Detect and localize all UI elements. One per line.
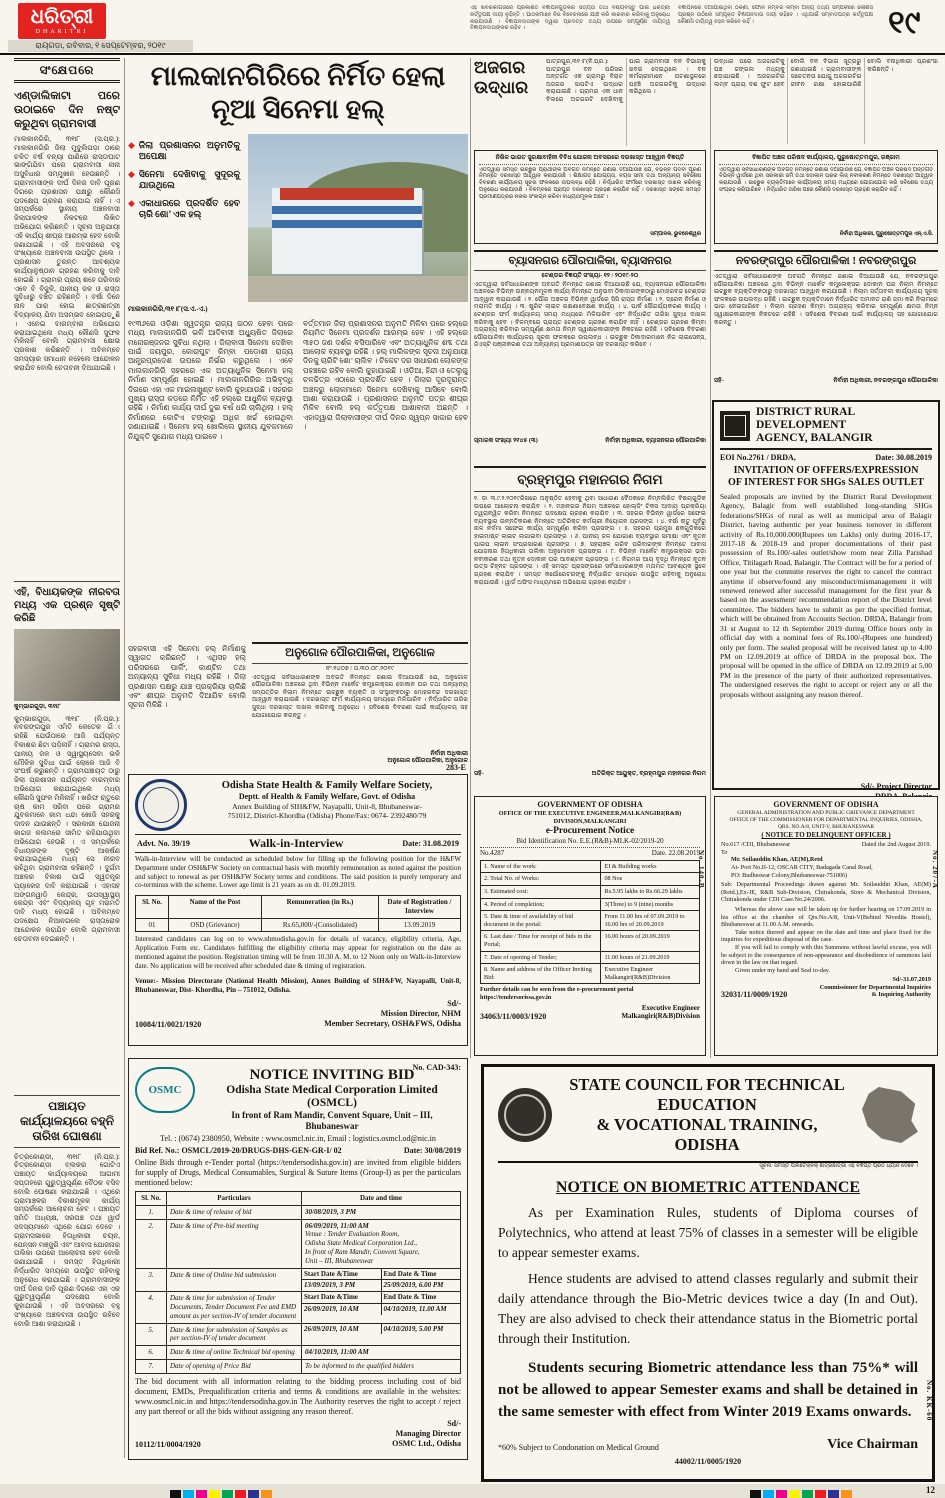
osmc-cell: 3. <box>136 1268 167 1292</box>
health-th-sl: Sl. No. <box>136 896 169 919</box>
delinquent-no: No.617 /CDI, Bhubaneswar <box>721 841 791 849</box>
color-registration-mark <box>841 1490 852 1498</box>
brahmapur-sign-role: ଅତିରିକ୍ତ ଆୟୁକ୍ତ <box>591 770 637 777</box>
anugol-title: ଅନୁଗୋଳ ପୌରପାଳିକା, ଅନୁଗୋଳ <box>252 644 468 664</box>
page-number: ୧୯ <box>888 4 921 40</box>
article-continuation: ସହରବାସୀ ଏହି ସିନେମା ହଲ୍ ନିର୍ମାଣକୁ ସ୍ୱାଗତ କରିଛନ୍ତି । ଏଥିସହ ହଲ୍ ପରିସରରେ ପାର୍କିଂ, କାଣ୍ଟିନ ତଥା ଅନ୍ୟାନ୍ୟ ସୁବିଧା ମଧ୍ୟ ରହିଛି । ଜିଲା ପ୍ରଶାସନ ପକ୍ଷରୁ ଯାଞ୍ଚ ପ୍ରକ୍ରିୟା ଚାଲିଛି ଏବଂ ଶୀଘ୍ର ଅନୁମତି ଦିଆଯିବ ବୋଲି ସୂଚନା ମିଳିଛି । <box>128 644 246 710</box>
osmc-subheader-end: End Date & Time <box>381 1292 461 1303</box>
brahmapur-title: ବ୍ରହ୍ମପୁର ମହାନଗର ନିଗମ <box>474 468 706 492</box>
recruitment-notice-title: ନିଖିଳ ଭାରତ ସୁରକ୍ଷାବାହିନୀ ବିବିଧ ଯୋଜନା ଅବସରରେ ଦରଖାସ୍ତ ଆହ୍ୱାନ ବିଜ୍ଞପ୍ତି <box>479 154 701 165</box>
osmc-footer: The bid document with all information relating to the bidding process including cost of bid document, EMDs, Prequalification criteria and terms & conditions are available in the websites: www.osmcl.nic.in and https://tendersodisha.gov.in The Authority reserves the right to accept / reject any part thereof or all the bids without assigning any reason thereof. <box>135 1376 461 1416</box>
briefs-headline: ଏଣ୍ଡାଲିକାଟା ପରେ ଉଠାଇବେ ଦିନ ନଷ୍ଟ କରୁଥିବା ଗ୍ରାମବାସୀ <box>14 90 120 130</box>
delinquent-to-addr1: At- Port No.II-12, OSCAR CITY, Badagada Canal Road, <box>731 863 873 871</box>
drda-title-line2: OF INTEREST FOR SHGs SALES OUTLET <box>728 477 924 488</box>
osmc-cell: Date & time of online Technical bid opening <box>167 1346 302 1360</box>
health-ref-no: 10084/11/0021/1920 <box>135 1020 202 1030</box>
eproc-key: 5. Date & time of availability of bid document in the portal: <box>481 911 601 931</box>
color-registration-mark <box>261 1490 272 1498</box>
osmc-row-6 <box>136 1346 461 1360</box>
drda-header-line1: DISTRICT RURAL DEVELOPMENT <box>756 406 855 431</box>
briefs-subhead-1: ଏହି, ବିଧାୟକଙ୍କ ନୀରବତା ମଧ୍ୟ ଏକ ପ୍ରଶ୍ନ ସୃଷ୍ଟି କରିଛି <box>14 581 120 625</box>
osmc-row-4 <box>136 1292 461 1323</box>
health-venue: Venue:- Mission Directorate (National Health Mission), Annex Building of SIH&FW, Nayapalli, Unit-8, Bhubaneswar, Dist- Khordha, Pin – 751012, Odisha. <box>135 977 461 995</box>
health-th-date: Date of Registration / Interview <box>379 896 461 919</box>
osmc-cell: 30/08/2019, 3 PM <box>302 1205 461 1219</box>
health-walkin-notice <box>128 774 468 1046</box>
health-signature <box>324 999 461 1029</box>
bullet-text: ଜିଲା ପ୍ରଶାସନର ଅନୁମତିକୁ ଅପେକ୍ଷା <box>138 140 240 161</box>
color-registration-mark <box>776 1490 787 1498</box>
delinquent-side-number: No. 207-A <box>931 850 939 889</box>
print-marks <box>170 1486 274 1498</box>
delinquent-para1: Whereas the above case will be taken up for further hearing on 17.09.2019 in his office at the chamber of Qrs.No.A/8, Unit-V(Behind Nivedita Hostel), Bhubaneswar at 11.00 A.M. onwards. <box>721 905 931 929</box>
brief-body: ପାତ୍ରପୁର,୩୧।୮(ନି.ପ୍ର.): ପାତ୍ରପୁର ବନ ପରିସର ଅନ୍ତର୍ଗତ ଏକ ଗ୍ରାମରୁ ବିରାଟ ଅଜଗର ସାପଟିଏ ଉଦ୍ଧାର କରାଯାଇଛି । ଗ୍ରାମର ଏକ ଧାନ ବିଲରେ ଅଜଗରଟି ଦେଖିବାକୁ ପାଇ ଗ୍ରାମବାସୀ ବନ ବିଭାଗକୁ ଖବର ଦେଇଥିଲେ । ବନ କର୍ମଚାରୀମାନେ ଘଟଣାସ୍ଥଳରେ ପହଞ୍ଚି ଅଜଗରଟିକୁ ଉଦ୍ଧାର କରିଥିଲେ । <box>546 58 706 103</box>
nabarangpur-title: ନବରଙ୍ଗପୁର ପୌରପାଳିକା ! ନବରଙ୍ଗପୁର <box>714 252 938 271</box>
anugol-sign-org: ଅନୁଗୋଳ ପୌରପାଳିକା, ଅନୁଗୋଳ <box>387 757 468 765</box>
osmc-row-7 <box>136 1359 461 1373</box>
byasanagar-body: ଏତଦ୍ଦ୍ୱାରା ସର୍ବସାଧାରଣଙ୍କ ଅବଗତି ନିମନ୍ତେ ଜଣାଇ ଦିଆଯାଉଛି ଯେ, ବ୍ୟାସନଗର ପୌରପାଳିକା ଅଞ୍ଚଳରେ ବିଭିନ୍ନ ଉନ୍ନୟନମୂଳକ କାର୍ଯ୍ୟ ନିମନ୍ତେ ଅନୁଭବୀ ଠିକାଦାରଙ୍କଠାରୁ ମୋହରବନ୍ଦ ଟେଣ୍ଡର ଆହ୍ୱାନ କରାଯାଉଛି । ୧. ପୌର ଅଞ୍ଚଳର ବିଭିନ୍ନ ୱାର୍ଡରେ ସିସି ରାସ୍ତା ନିର୍ମାଣ । ୨. ଡ୍ରେନ ନିର୍ମାଣ ଓ ମରାମତି କାର୍ଯ୍ୟ । ୩. ଷ୍ଟ୍ରିଟ ଲାଇଟ ରକ୍ଷଣାବେକ୍ଷଣ କାର୍ଯ୍ୟ । ୪. ପାର୍କ ସୌନ୍ଦର୍ଯ୍ୟକରଣ କାର୍ଯ୍ୟ । ଟେଣ୍ଡର ଫର୍ମ କାର୍ଯ୍ୟାଳୟ ସମୟ ମଧ୍ୟରେ ମିଳିପାରିବ ଏବଂ ନିର୍ଦ୍ଧାରିତ ତାରିଖ ସୁଦ୍ଧା ଦାଖଲ କରିବାକୁ ହେବ । ବିଳମ୍ବରେ ପ୍ରାପ୍ତ ଟେଣ୍ଡର ଗ୍ରହଣ କରାଯିବ ନାହିଁ । ଟେଣ୍ଡର ଗ୍ରହଣ କିମ୍ବା ଅଗ୍ରାହ୍ୟ କରିବାର ସମ୍ପୂର୍ଣ୍ଣ କ୍ଷମତା ନିମ୍ନ ସ୍ୱାକ୍ଷରକାରୀଙ୍କ ନିକଟରେ ରହିଛି । ସବିଶେଷ ବିବରଣୀ ପୌରପାଳିକା କାର୍ଯ୍ୟାଳୟ ସୂଚନା ଫଳକରେ ଉପଲବ୍ଧ । ଇଚ୍ଛୁକ ଠିକାଦାରମାନେ ନିଜ ଲାଇସେନ୍ସ, ଜିଏସ୍‌ଟି ପଞ୍ଜୀକରଣ ତଥା ଅନ୍ୟାନ୍ୟ ପ୍ରମାଣପତ୍ର ସହ ଦରଖାସ୍ତ କରିବେ । <box>474 280 706 349</box>
cinema-hall-photo <box>248 134 468 302</box>
eproc-key: 3. Estimated cost: <box>481 885 601 898</box>
byasanagar-sign-role: ନିର୍ବାହୀ ଅଧିକାରୀ <box>605 436 643 444</box>
byasanagar-sign-right: ନିର୍ବାହୀ ଅଧିକାରୀ, ବ୍ୟାସନଗର ପୌରପାଳିକା <box>605 436 706 444</box>
osmc-title: NOTICE INVITING BID <box>249 1067 415 1083</box>
eproc-key: 7. Date of opening of Tender; <box>481 951 601 964</box>
osmc-intro: Online Bids through e-Tender portal (https://tendersodisha.gov.in) are invited from eligible bidders for supply of Drugs, Medical Consumables, Surgical & Suture Items (Group-I) as per the particulars mentioned below: <box>135 1158 461 1187</box>
eproc-no: No.4287 <box>480 848 505 857</box>
recruitment-notice-sign: ସମ୍ପାଦକ, ଭୁବନେଶ୍ୱର <box>650 230 701 237</box>
health-advt-no: Advt. No. 39/19 <box>137 838 190 848</box>
nac-notice-sign: ନିର୍ବାହୀ ଅଧିକାରୀ, ପୁରୁଷୋତ୍ତମପୁର ଏନ୍.ଏ.ସି. <box>839 230 933 237</box>
osmc-row-1 <box>136 1205 461 1219</box>
biometric-ref-no: 44002/11/0005/1920 <box>674 1457 742 1466</box>
brahmapur-body: ୧. ଡ଼ା ୩.୯.୨.୨୦୧୯ରିଖରେ ଅନୁଷ୍ଠିତ ହେବାକୁ ଥିବା ସାଧାରଣ ବୈଠକରେ ନିମ୍ନଲିଖିତ ବିଷୟଗୁଡ଼ିକ ଉପରେ ଆଲୋଚନା କରାଯିବ । ୨. ମହାନଗର ନିଗମ ଅଞ୍ଚଳରେ ହୋଲ୍ଡିଂ ଟିକସ ଆଦାୟ ପ୍ରକ୍ରିୟା ତ୍ୱରାନ୍ୱିତ କରିବା ନିମନ୍ତେ ପଦକ୍ଷେପ ଗ୍ରହଣ କରାଯିବ । ୩. ସହରର ବିଭିନ୍ନ ୱାର୍ଡରେ ସଫେଇ ବ୍ୟବସ୍ଥାର ଉନ୍ନତିକରଣ ନିମନ୍ତେ ଅତିରିକ୍ତ କର୍ମଚାରୀ ନିୟୋଜନ ପ୍ରସଙ୍ଗ । ୪. ବର୍ଷା ଋତୁ ପୂର୍ବରୁ ନାଳ ନର୍ଦମା ସଫେଇ କାର୍ଯ୍ୟ ସମ୍ପୂର୍ଣ୍ଣ କରିବା ପ୍ରସଙ୍ଗ । ୫. ସହରର ପ୍ରମୁଖ ଛକଗୁଡ଼ିକରେ ହାଇମାଷ୍ଟ ଲାଇଟ ଲଗାଇବା ପ୍ରସଙ୍ଗ । ୬. ପାନୀୟ ଜଳ ଯୋଗାଣ ବ୍ୟବସ୍ଥାର ସମୀକ୍ଷା ଏବଂ ନୂତନ ପାଇପ ଲାଇନ ସଂପ୍ରସାରଣ ପ୍ରସଙ୍ଗ । ୭. ସହରାଞ୍ଚଳ ଗରିବ ପରିବାରଙ୍କ ନିମନ୍ତେ ଆବାସ ଯୋଜନାର ହିତାଧିକାରୀ ତାଲିକା ଅନୁମୋଦନ ପ୍ରସଙ୍ଗ । ୮. ବିଭିନ୍ନ ମାର୍କେଟ କମ୍ପ୍ଲେକ୍ସର ଭଡ଼ା ନବୀକରଣ ତଥା ନୂତନ ଦୋକାନ ଘର ଆବଣ୍ଟନ ପ୍ରସଙ୍ଗ । ୯. ନିଗମର ଆୟ ବୃଦ୍ଧି ନିମନ୍ତେ ନୂତନ ଉତ୍ସ ଚିହ୍ନଟ ପ୍ରସଙ୍ଗ । ଏହି ସମସ୍ତ ପ୍ରସଙ୍ଗରେ ସର୍ବସାଧାରଣଙ୍କ ମତାମତ ଆବଶ୍ୟକ ସ୍ଥଳେ ଗ୍ରହଣ କରାଯିବ । ସମସ୍ତ କର୍ପୋରେଟରଙ୍କୁ ନିର୍ଦ୍ଧାରିତ ସମୟରେ ଉପସ୍ଥିତ ରହିବାକୁ ଅନୁରୋଧ କରାଯାଉଛି । ୱାର୍ଡ ଅଫିସ ମାଧ୍ୟମରେ ଅଭିଯୋଗ ଗ୍ରହଣ କରାଯିବ । <box>474 495 706 586</box>
anugol-ref: ନଂ.୧୪୦୭ / ତା.୩୦.୦୮.୨୦୧୯ <box>325 665 395 672</box>
newspaper-logo <box>18 3 106 39</box>
osmc-sign-role: Managing Director <box>395 1428 461 1438</box>
osmc-corner-ref: No. CAD-343: <box>412 1063 461 1072</box>
health-body: Interested candidates can log on to www.nhmodisha.gov.in for details of vacancy, eligibility criteria, Age, Application Form etc. Candidates fulfilling the eligibility criteria may appear for registration on the date as mentioned against the position. Registration timing will be from 10.30 A. M. to 12 Noon only on Walk-in-Interview date. No application will be received after scheduled date & timing of registration. <box>135 935 461 970</box>
osmc-cell: 26/09/2019, 10 AM <box>304 1324 359 1333</box>
column-rule-2 <box>470 58 471 1058</box>
bottom-page-number: 12 <box>926 1485 935 1495</box>
osmc-row-3 <box>136 1268 461 1292</box>
color-registration-mark <box>222 1490 233 1498</box>
article-column-1: ୧୯୩୬ରେ ଓଡ଼ିଶା ସ୍ୱତନ୍ତ୍ର ରାଜ୍ୟ ଗଠନ ହେବା ପରେ ମଧ୍ୟ ମାଲକାନଗିରି ଭଳି ଆଦିବାସୀ ଅଧ୍ୟୁଷିତ ଜିଲାରେ ମନୋରଞ୍ଜନର ସୁବିଧା ନଥିଲା । ଜିଲାବାସୀ ସିନେମା ଦେଖିବା ପାଇଁ ଜୟପୁର, କୋରାପୁଟ କିମ୍ବା ପଡ଼ୋଶୀ ରାଜ୍ୟ ଆନ୍ଧ୍ରପ୍ରଦେଶ ଉପରେ ନିର୍ଭର କରୁଥିଲେ । ଏବେ ମାଲକାନଗିରି ସହରରେ ଏକ ଅତ୍ୟାଧୁନିକ ସିନେମା ହଲ୍ ନିର୍ମାଣ ସମ୍ପୂର୍ଣ୍ଣ ହୋଇଛି । ମାଲକାନଗିରିର ଅଭିବୃଦ୍ଧି ଦିଗରେ ଏହା ଏକ ମାଇଲଖୁଣ୍ଟ ବୋଲି କୁହାଯାଉଛି । ସହରର ମୁଖ୍ୟ ରାସ୍ତା କଡ଼ରେ ନିର୍ମିତ ଏହି ହଲ୍‌ରେ ଆଧୁନିକ ବ୍ୟବସ୍ଥା ରହିଛି । ନିର୍ମାଣ କାର୍ଯ୍ୟ ଦୀର୍ଘ ଦୁଇ ବର୍ଷ ଧରି ଚାଲିଥିଲା । ହଲ୍ ନିର୍ମାଣରେ କୋଟିଏ ଟଙ୍କାରୁ ଅଧିକ ଖର୍ଚ୍ଚ ହୋଇଥିବା ଜଣାଯାଇଛି । ସିନେମା ହଲ୍ ଖୋଲିଲେ ସ୍ଥାନୀୟ ଯୁବକମାନେ ନିଯୁକ୍ତି ସୁଯୋଗ ମଧ୍ୟ ପାଇବେ । <box>128 318 293 441</box>
health-table-row <box>136 918 461 932</box>
bullet-text: ଏକାଧାରରେ ପ୍ରଦର୍ଶିତ ହେବ ଚାରି ଶୋ’ ଏକ ହଲ୍ <box>138 198 240 219</box>
drda-eoi-no: EOI No.2761 / DRDA, <box>720 453 796 462</box>
anugol-body: ଏତଦ୍ଦ୍ୱାରା ସର୍ବସାଧାରଣଙ୍କ ଅବଗତି ନିମନ୍ତେ ଜଣାଇ ଦିଆଯାଉଛି ଯେ, ଅନୁଗୋଳ ପୌରପାଳିକା ଅଞ୍ଚଳରେ ଥିବା ବିଭିନ୍ନ ମାର୍କେଟ କମ୍ପ୍ଲେକ୍ସର ଦୋକାନ ଘର ତଥା ଅନ୍ୟାନ୍ୟ ସମ୍ପତ୍ତିର ନିଲାମ ନିମନ୍ତେ ଇଚ୍ଛୁକ ବ୍ୟକ୍ତି ଓ ସଂସ୍ଥାଙ୍କଠାରୁ ମୋହରବନ୍ଦ ଦରଖାସ୍ତ ଆହ୍ୱାନ କରାଯାଉଛି । ଦରଖାସ୍ତ ଫର୍ମ କାର୍ଯ୍ୟାଳୟ ସମୟରେ ମିଳିପାରିବ । ନିର୍ଦ୍ଧାରିତ ତାରିଖ ସୁଦ୍ଧା ଦରଖାସ୍ତ ଦାଖଲ କରିବାକୁ ଅନୁରୋଧ । ସବିଶେଷ ବିବରଣୀ ପାଇଁ କାର୍ଯ୍ୟାଳୟ ସହ ଯୋଗାଯୋଗ କରନ୍ତୁ । <box>252 673 468 719</box>
osmc-row-5 <box>136 1323 461 1346</box>
brahmapur-sign-org: ବ୍ରହ୍ମପୁର ମହାନଗର ନିଗମ <box>639 770 706 777</box>
nac-notice-title: ବିଜ୍ଞାପିତ ଅଞ୍ଚଳ ପରିଷଦ କାର୍ଯ୍ୟାଳୟ, ପୁରୁଷୋତ୍ତମପୁର, ଗଞ୍ଜାମ <box>719 154 933 165</box>
briefs-paragraph-2: କୁମ୍ଭାରଗୁଡ଼ା, ୩୧ା୮ (ନି.ପ୍ର.): ନବରଙ୍ଗପୁର ଏମିତି କେତେକ ଗଁା ରହିଛି ଯେଉଁଠାରେ ଆଜି ପର୍ଯ୍ୟନ୍ତ ବିକାଶର ଛିଟା ପଡ଼ିନାହିଁ । ଗ୍ରାମର ରାସ୍ତା, ପାନୀୟ ଜଳ ଓ ସ୍ୱାସ୍ଥ୍ୟସେବା ଭଳି ମୌଳିକ ସୁବିଧା ପାଇଁ ଲୋକେ ଆଜି ବି ସଂଘର୍ଷ କରୁଛନ୍ତି । ଗ୍ରାମପଞ୍ଚାୟତ ଠାରୁ ଜିଲା ପ୍ରଶାସନ ପର୍ଯ୍ୟନ୍ତ ବାରମ୍ବାର ଅଭିଯୋଗ କରାଯାଇଥିଲେ ମଧ୍ୟ କୌଣସି ସୁଫଳ ମିଳିନାହିଁ । ଖରିଫ ଋତୁରେ ଚାଷ କାମ ସରିବା ପରେ ଗ୍ରାମର ଯୁବକମାନେ କାମ ଧନ୍ଦା ଖୋଜି ସହରକୁ ଦାଦନ ଯାଉଛନ୍ତି । ସରକାରୀ ଯୋଜନା କାଗଜ କଲମରେ ସୀମିତ ରହିଯାଉଥିବା ଅଭିଯୋଗ ହେଉଛି । ଏ ସମ୍ପର୍କରେ ବିଧାୟକଙ୍କ ଦୃଷ୍ଟି ଆକର୍ଷଣ କରାଯାଇଥିଲେ ମଧ୍ୟ ସେ ନୀରବ ରହିଥିବା ଗ୍ରାମବାସୀ କହିଛନ୍ତି । ଦୁର୍ଗମ ଅଞ୍ଚଳର ବିକାଶ ପାଇଁ ସ୍ୱତନ୍ତ୍ର ପ୍ୟାକେଜ ଦାବି କରାଯାଇଛି । ଏହାସହ ଅଙ୍ଗନୱାଡ଼ି କେନ୍ଦ୍ର, ଉପସ୍ୱାସ୍ଥ୍ୟ କେନ୍ଦ୍ର ଏବଂ ବିଦ୍ୟାଳୟ ଗୃହ ମରାମତି ଦାବି ମଧ୍ୟ ହୋଇଛି । ଅବିଳମ୍ବେ ପଦକ୍ଷେପ ନିଆନଗଲେ ରାସ୍ତାରୋକ ଆନ୍ଦୋଳନ କରାଯିବ ବୋଲି ଗ୍ରାମବାସୀ ଚେତାବନୀ ଦେଇଛନ୍ତି । <box>14 714 120 943</box>
osmc-cell: Date & time of release of bid <box>167 1205 302 1219</box>
eproc-value: Executive Engineer Malkangiri(R&B)Division <box>601 964 700 984</box>
osmc-row-2 <box>136 1219 461 1268</box>
brahmapur-sign-right: ଅତିରିକ୍ତ ଆୟୁକ୍ତ, ବ୍ରହ୍ମପୁର ମହାନଗର ନିଗମ <box>591 770 706 777</box>
eproc-govt: GOVERNMENT OF ODISHA <box>537 800 643 809</box>
delinquent-govt: GOVERNMENT OF ODISHA <box>773 800 879 809</box>
eproc-value: 16.00 hours of 20.09.2019 <box>601 931 700 951</box>
eproc-signature <box>621 1004 700 1022</box>
article-bullets <box>128 134 240 302</box>
color-registration-mark <box>750 1490 761 1498</box>
osmc-address-line2: Bhubaneswar <box>305 1121 359 1131</box>
health-cell-post: OSD (Grievance) <box>169 918 262 932</box>
delinquent-dept-line3: QRS. NO.A/8, UNIT-V, BHUBANESWAR <box>777 823 875 830</box>
color-registration-mark <box>170 1490 181 1498</box>
briefs-subhead-2: ପଞ୍ଚାୟତ କାର୍ଯ୍ୟାଳୟରେ ବହ୍ନି ତାରିଖ ଘୋଷଣା <box>14 1095 120 1148</box>
health-th-post: Name of the Post <box>169 896 262 919</box>
drda-sign-role: Sd/- Project Director <box>860 782 932 791</box>
health-date: Date: 31.08.2019 <box>402 838 459 848</box>
osmc-cell: 6. <box>136 1346 167 1360</box>
byasanagar-municipality-notice <box>474 250 706 462</box>
delinquent-signature <box>820 976 931 999</box>
osmc-contact: Tel. : (0674) 2380950, Website : www.osmcl.nic.in, Email : logistics.osmcl.od@nic.in <box>160 1134 436 1143</box>
column-rule-1 <box>124 58 125 1458</box>
recruitment-notice <box>474 150 706 244</box>
article-headline-line1: ମାଲକାନଗିରିରେ ନିର୍ମିତ ହେଲା <box>150 61 446 91</box>
delinquent-sign-role1: Commissioner for Departmental Inquiries <box>819 983 931 991</box>
osmc-bid-ref: Bid Ref. No.: OSMCL/2019-20/DRUGS-DHS-GEN-GR-I/ 02 <box>135 1146 342 1155</box>
health-org-line3: Annex Building of SIH&FW, Nayapalli, Unit-8, Bhubaneswar- <box>232 802 422 811</box>
health-th-remuneration: Remuneration (in Rs.) <box>262 896 379 919</box>
osmc-cell: 06/09/2019, 11:00 AM <box>305 1221 369 1230</box>
health-table <box>135 895 461 932</box>
eproc-date: Date. 22.08.2019 <box>651 848 700 857</box>
article-column-2: ବର୍ତ୍ତମାନ ଜିଲା ପ୍ରଶାସନର ଅନୁମତି ମିଳିବା ପରେ ହଲ୍‌ରେ ନିୟମିତ ସିନେମା ପ୍ରଦର୍ଶନ ଆରମ୍ଭ ହେବ । ଏହି ହଲ୍‌ରେ ୩୫୦ ଜଣ ଦର୍ଶକ ବସିପାରିବେ ଏବଂ ଅତ୍ୟାଧୁନିକ ଶବ୍ଦ ତଥା ଆଲୋକ ବ୍ୟବସ୍ଥା ରହିଛି । ହଲ୍ ମାଲିକଙ୍କ ସୂଚନା ଅନୁଯାୟୀ ଦିନକୁ ଚାରିଟି ଶୋ’ ଚାଲିବ । ଟିକେଟ ଦର ସାଧାରଣ ଲୋକଙ୍କ ପହଞ୍ଚରେ ରହିବ ବୋଲି କୁହାଯାଇଛି । ଓଡ଼ିଆ, ହିନ୍ଦୀ ଓ ତେଲୁଗୁ ଚଳଚ୍ଚିତ୍ର ଏଠାରେ ପ୍ରଦର୍ଶିତ ହେବ । ଜିଲାର ଦୂରଦୂରାନ୍ତ ଅଞ୍ଚଳରୁ ଲୋକମାନେ ସିନେମା ଦେଖିବାକୁ ଆସିବେ ବୋଲି ଆଶା କରାଯାଉଛି । ପ୍ରଶାସନର ଅନୁମତି ପତ୍ର ଶୀଘ୍ର ମିଳିବ ବୋଲି ହଲ୍ କର୍ତ୍ତୃପକ୍ଷ ଆଶାବାଦୀ ଅଛନ୍ତି । ଏହାଦ୍ୱାରା ଜିଲାବାସୀଙ୍କ ଦୀର୍ଘ ଦିନର ସ୍ୱପ୍ନ ସାକାର ହେବ । <box>303 318 468 432</box>
eproc-side-number: No. 140-B <box>697 850 705 889</box>
osmc-cell: Odisha State Medical Corporation Ltd., <box>305 1239 417 1248</box>
osmc-cell: Date of opening of Price Bid <box>167 1359 302 1373</box>
nabarangpur-municipality-notice <box>714 250 938 398</box>
nabarangpur-sign-org: ନବରଙ୍ଗପୁର ପୌରପାଳିକା <box>873 377 938 384</box>
briefs-column <box>14 58 120 1478</box>
briefs-section-header: ସଂକ୍ଷେପରେ <box>14 58 120 83</box>
color-registration-mark <box>802 1490 813 1498</box>
osmc-org: Odisha State Medical Corporation Limited (OSMCL) <box>226 1084 438 1109</box>
delinquent-dept-line1: GENERAL ADMINISTRATION AND PUBLIC GRIEVANCE DEPARTMENT <box>737 810 915 816</box>
color-registration-mark <box>763 1490 774 1498</box>
health-corner-ref: 283-E <box>446 763 466 772</box>
masthead <box>0 0 945 55</box>
article-headline-line2: ନୂଆ ସିନେମା ହଲ୍ <box>211 94 385 124</box>
osmc-cell: 4. <box>136 1292 167 1323</box>
eproc-row <box>481 964 700 984</box>
biometric-para1: As per Examination Rules, students of Diploma courses of Polytechnics, who attend at least 75% of classes in a semester will be eligible to appear semester exams. <box>498 1205 918 1260</box>
osmc-subheader-start: Start Date &Time <box>304 1293 358 1302</box>
health-org-line1: Odisha State Health & Family Welfare Society, <box>221 780 433 791</box>
color-registration-mark <box>828 1490 839 1498</box>
health-cell-remuneration: Rs.65,000/-(Consolidated) <box>262 918 379 932</box>
drda-date: Date: 30.08.2019 <box>875 453 932 462</box>
color-registration-mark <box>815 1490 826 1498</box>
eproc-value: From 11.00 hrs of 07.09.2019 to 16.00 hrs of 20.09.2019 <box>601 911 700 931</box>
diamond-bullet-icon: ◆ <box>128 169 135 179</box>
osmc-cell: 13/09/2019, 3 PM <box>304 1281 356 1290</box>
delinquent-title: ( NOTICE TO DELINQUENT OFFICER ) <box>761 831 891 840</box>
osmc-cell: Venue : Tender Evaluation Room, <box>305 1230 400 1239</box>
delinquent-officer-notice <box>714 796 938 1056</box>
health-sign-role1: Mission Director, NHM <box>380 1009 461 1019</box>
osmc-cell: To be informed to the qualified bidders <box>302 1359 461 1373</box>
osmc-sign-org: OSMC Ltd., Odisha <box>392 1438 461 1448</box>
eproc-sign-role: Executive Engineer <box>641 1003 700 1012</box>
eproc-key: 4. Period of completion; <box>481 898 601 911</box>
council-emblem <box>498 1088 552 1142</box>
python-rescue-brief <box>474 58 706 146</box>
biometric-para2: Hence students are advised to attend classes regularly and submit their daily attendance through the Bio-Metric devices twice a day (In and Out). They are also advised to check their attendance status in the Biometric portal through their Institution. <box>498 1271 918 1346</box>
osmc-cell: 7. <box>136 1359 167 1373</box>
delinquent-to-addr2: PO: Budheswar Colony,Bhubaneswar-751006) <box>731 871 848 879</box>
council-title-line1: STATE COUNCIL FOR TECHNICAL EDUCATION <box>569 1075 845 1114</box>
eproc-row <box>481 860 700 873</box>
briefs-paragraph-3: ଚିତ୍ରକୋଣ୍ଡା, ୩୧ା୮ (ନି.ପ୍ର.): ଚିତ୍ରକୋଣ୍ଡା ବ୍ଲକର ଗୋଟିଏ ପଞ୍ଚାୟତ କାର୍ଯ୍ୟାଳୟରେ ଆଗାମୀ ସପ୍ତାହରେ ଗୁରୁତ୍ୱପୂର୍ଣ୍ଣ ବୈଠକ ବସିବ ବୋଲି ଘୋଷଣା କରାଯାଇଛି । ଏଥିରେ ଗ୍ରାମାଞ୍ଚଳର ବିକାଶମୂଳକ କାର୍ଯ୍ୟ ସମ୍ପର୍କରେ ଆଲୋଚନା ହେବ । ପଞ୍ଚାୟତ ସମିତି ଅଧ୍ୟକ୍ଷ, ସରପଞ୍ଚ ତଥା ୱାର୍ଡ ସଦସ୍ୟମାନେ ଏଥିରେ ଯୋଗ ଦେବେ । ଗ୍ରାମସଭାରେ ହିତାଧିକାରୀ ଚୟନ, ପେନ୍‌ସନ ମଞ୍ଜୁରି ଏବଂ ଆବାସ ଯୋଜନାର ତାଲିକା ଉପରେ ଆଲୋଚନା ହେବ ବୋଲି ଜଣାଯାଇଛି । ସମସ୍ତ ହିତାଧିକାରୀ ନିର୍ଦ୍ଧାରିତ ସମୟରେ ଉପସ୍ଥିତ ରହିବାକୁ ଅନୁରୋଧ କରାଯାଇଛି । ଗ୍ରାମବାସୀଙ୍କ ଦୀର୍ଘ ଦିନର ଦାବି ପୂରଣ ଦିଗରେ ଏହା ଏକ ଗୁରୁତ୍ୱପୂର୍ଣ୍ଣ ପଦକ୍ଷେପ ବୋଲି କୁହାଯାଉଛି । ଏହି ଅବସରରେ ବହୁ ସଂଖ୍ୟାରେ ଅଞ୍ଚଳବାସୀ ଉପସ୍ଥିତ ରହିବେ ବୋଲି ଆଶା କରାଯାଉଛି । <box>14 1152 120 1328</box>
osmc-cell: 04/10/2019, 11.00 AM <box>381 1304 461 1315</box>
osmc-cell: Date & time of Online bid submission <box>167 1268 302 1292</box>
biometric-footnote: *60% Subject to Condonation on Medical Ground <box>498 1443 659 1452</box>
biometric-side-number: No. KK-60 <box>925 1380 933 1422</box>
health-sd: Sd/- <box>447 999 461 1009</box>
osmc-cell: Date & time of Pre-bid meeting <box>167 1219 302 1268</box>
biometric-notice <box>481 1064 935 1482</box>
osmc-cell: 25/09/2019, 6.00 PM <box>381 1280 461 1291</box>
bullet-text: ସିନେମା ଦେଖିବାକୁ ସୁଦୂରକୁ ଯାଉଥିଲେ <box>138 169 240 190</box>
health-org-line2: Deptt. of Health & Family Welfare, Govt. of Odisha <box>238 792 416 801</box>
masthead-dateline: ରାୟଗଡ଼ା, ରବିବାର, ୧ ସେପ୍ଟେମ୍ବର, ୨୦୧୯ <box>8 40 193 52</box>
bullet-item <box>128 169 240 191</box>
print-marks <box>750 1486 854 1498</box>
drda-title-line1: INVITATION OF OFFERS/EXPRESSION <box>733 465 919 476</box>
column-rule-3 <box>710 58 711 1058</box>
eproc-value: EI & Building works <box>601 860 700 873</box>
health-walkin-title: Walk-in-Interview <box>248 836 344 850</box>
eproc-key: 6. Last date / Time for receipt of bids in the Portal; <box>481 931 601 951</box>
nabarangpur-sign-right: ନିର୍ବାହୀ ଅଧିକାରୀ, ନବରଙ୍ଗପୁର ପୌରପାଳିକା <box>833 377 938 384</box>
briefs-photo <box>14 629 120 701</box>
briefs-photo-caption: କୁମ୍ଭାରଗୁଡ଼ା, ୩୧ା୮ <box>14 703 61 710</box>
biometric-sign: Vice Chairman <box>827 1437 918 1452</box>
main-article <box>128 60 468 640</box>
biometric-para3: Students securing Biometric attendance less than 75%* will not be allowed to appear Semester exams and shall be detained in the same semester with effect from Winter 2019 Exams onwards. <box>498 1360 918 1420</box>
health-cell-sl: 01 <box>136 918 169 932</box>
delinquent-sign-role2: & Inquiring Authority <box>871 991 931 999</box>
osmc-sd: Sd/- <box>447 1418 461 1428</box>
osmc-cell: 04/10/2019, 11:00 AM <box>302 1346 461 1360</box>
osmc-signature <box>392 1419 461 1449</box>
recruitment-notice-body: ଏତଦ୍ଦ୍ୱାରା ସମସ୍ତ ଇଚ୍ଛୁକ ପ୍ରାର୍ଥୀଙ୍କ ଅବଗତି ନିମନ୍ତେ ଜଣାଇ ଦିଆଯାଉଛି ଯେ, ବିଭିନ୍ନ ପଦବୀ ପୂରଣ ନିମନ୍ତେ ଦରଖାସ୍ତ ଆହ୍ୱାନ କରାଯାଉଛି । ଶିକ୍ଷାଗତ ଯୋଗ୍ୟତା, ବୟସ ସୀମା ତଥା ଅନ୍ୟାନ୍ୟ ସବିଶେଷ ବିବରଣୀ କାର୍ଯ୍ୟାଳୟ ସୂଚନା ଫଳକରେ ଉପଲବ୍ଧ ରହିଛି । ନିର୍ଦ୍ଧାରିତ ଫର୍ମରେ ଦରଖାସ୍ତ ଦାଖଲ କରିବାକୁ ଅନୁରୋଧ କରାଯାଉଛି । ବିଳମ୍ବରେ ପ୍ରାପ୍ତ ଦରଖାସ୍ତ ଗ୍ରହଣ କରାଯିବ ନାହିଁ । ଦରଖାସ୍ତ ସଙ୍ଗେ ସମସ୍ତ ପ୍ରମାଣପତ୍ରର ନକଲ ସଂଲଗ୍ନ କରିବା ବାଧ୍ୟତାମୂଳକ ଅଟେ । <box>479 166 701 200</box>
osmc-table <box>135 1191 461 1374</box>
drda-logo <box>720 411 750 441</box>
drda-header-line2: AGENCY, BALANGIR <box>756 432 873 444</box>
python-rescue-continued: ଉଦ୍ଧାର ପରେ ଅଜଗରଟିକୁ ଘଞ୍ଚ ଜଙ୍ଗଲ ମଧ୍ୟକୁ ଛଡ଼ାଯାଇଛି । ଅଜଗରଟିର ଲମ୍ବ ପ୍ରାୟ ଦଶ ଫୁଟ ହେବ ବୋଲି ବନ ବିଭାଗ ସୂତ୍ରରୁ ଜଣାଯାଇଛି । ଗ୍ରାମବାସୀଙ୍କ ସଚେତନତା ଯୋଗୁ ଅଜଗରଟିର ଜୀବନ ରକ୍ଷା ହୋଇପାରିଛି ବୋଲି ବନାଧିକାରୀ ପ୍ରଶଂସା କରିଛନ୍ତି । <box>714 58 938 88</box>
drda-body: Sealed proposals are invited by the District Rural Development Agency, Balagir from well established long-standing SHGs federations/SHGs of rural as well as municipal area of Balagir District, having authentic per year business tornover in different activity of Rs.10,000.000(Rupees ten Lakhs) only during 2016-17, 2017-18 & 2018-19 and proper documentations of their past possession of Rs.100/-sales outlet/show room near Zilla Parishad Office, Titilagarh Road, Balangir. The Contract will be for a period of one year but the committe reserves the right to cancel the contract anytime if observe/found any misconduct/mismanagement it will renewed renewed after successful management for the first year & based on the assessment/ recommendation report of the District level committee. The bidders have to submit as per the specified format, which will be obtained from Accounts Section. DRDA, Balangir from 31 st August to 12 th September 2019 during Office hours only in official day with a nominal fees of Rs.100/-(Rupees one hundred) only per form. The sealed proposal will be received latest up to 4.00 PM on 12.09.2019 at office of DRDA in the proposal box. The proposal will be opened in the office of DRDA on 12.09.2019 at 5.00 PM in the presence of the party of their authorized representatives. The undersigned reserves the right to accept or reject any or all the proposals without assigning any reason thereof. <box>720 492 932 699</box>
delinquent-ref-no: 32031/11/0009/1920 <box>721 990 788 1000</box>
nhm-logo <box>135 779 187 831</box>
osmc-logo: OSMC <box>135 1067 195 1113</box>
nabarangpur-body: ଏତଦ୍ଦ୍ୱାରା ସର୍ବସାଧାରଣଙ୍କ ଅବଗତି ନିମନ୍ତେ ଜଣାଇ ଦିଆଯାଉଛି ଯେ, ନବରଙ୍ଗପୁର ପୌରପାଳିକା ଅଞ୍ଚଳରେ ଥିବା ବିଭିନ୍ନ ମାର୍କେଟ କମ୍ପ୍ଲେକ୍ସର ଦୋକାନ ଘର ନିଲାମ ନିମନ୍ତେ ଇଚ୍ଛୁକ ବ୍ୟକ୍ତିଙ୍କଠାରୁ ଦରଖାସ୍ତ ଆହ୍ୱାନ କରାଯାଉଛି । ନିଲାମ ସର୍ତ୍ତାବଳୀ କାର୍ଯ୍ୟାଳୟ ସୂଚନା ଫଳକରେ ଉପଲବ୍ଧ ରହିଛି । ଇଚ୍ଛୁକ ବ୍ୟକ୍ତିମାନେ ନିର୍ଦ୍ଧାରିତ ଅମାନତ ରାଶି ଜମା କରି ନିଲାମରେ ଭାଗ ନେଇପାରିବେ । ନିଲାମ ଗ୍ରହଣ କିମ୍ବା ଅଗ୍ରାହ୍ୟ କରିବାର ସମ୍ପୂର୍ଣ୍ଣ କ୍ଷମତା ନିମ୍ନ ସ୍ୱାକ୍ଷରକାରୀଙ୍କ ନିକଟରେ ରହିଛି । ସବିଶେଷ ବିବରଣୀ ପାଇଁ କାର୍ଯ୍ୟାଳୟ ସହ ଯୋଗାଯୋଗ କରନ୍ତୁ । <box>714 273 938 326</box>
biometric-corner-note: ସୂଚନା: ସମସ୍ତ ପଲିଟେକ୍‌ନିକ୍ ଛାତ୍ରଛାତ୍ରୀ ଏହି ବିଜ୍ଞପ୍ତି ପ୍ରତି ଧ୍ୟାନ ଦେବେ । <box>759 1163 918 1169</box>
byasanagar-sign-org: ବ୍ୟାସନଗର ପୌରପାଳିକା <box>645 436 706 444</box>
bullet-item <box>128 140 240 162</box>
diamond-bullet-icon: ◆ <box>128 140 135 150</box>
eproc-table <box>480 860 700 985</box>
osmc-cell: 5. <box>136 1323 167 1346</box>
eproc-key: 1. Name of the work: <box>481 860 601 873</box>
eproc-row <box>481 911 700 931</box>
delinquent-para4: Given under my hand and Seal to-day. <box>735 966 830 974</box>
eproc-key: 8. Name and address of the Officer Inviting Bid: <box>481 964 601 984</box>
osmc-cell: 2. <box>136 1219 167 1268</box>
osmc-cell: 04/10/2019, 5.00 PM <box>381 1324 461 1335</box>
drda-eoi-notice <box>712 400 940 790</box>
osmc-bid-date: Date: 30/08/2019 <box>403 1146 461 1155</box>
eproc-row <box>481 898 700 911</box>
delinquent-date: Dated the 2nd August 2019. <box>861 841 931 849</box>
bullet-item <box>128 198 240 220</box>
color-registration-mark <box>183 1490 194 1498</box>
health-intro: Walk-in-Interview will be conducted as scheduled below for filling up the following position for the H&FW Department under OSH&FW Society on contractual basis with monthly remuneration as noted against the position and subject to renewal as per OSH&FW Society terms and conditions. The said position is purely temporary and co-terminus with the scheme. Lower age limit is 21 years as on dt. 01.09.2019. <box>135 855 461 890</box>
health-org-line4: 751012, District-Khordha (Odisha) Phone/Fax: 0674- 2392480/79 <box>227 811 427 821</box>
bottom-strip <box>0 1484 945 1498</box>
color-registration-mark <box>209 1490 220 1498</box>
eproc-value: 08 Nos <box>601 873 700 886</box>
health-sign-role2: Member Secretary, OSH&FWS, Odisha <box>324 1019 461 1029</box>
biometric-title: NOTICE ON BIOMETRIC ATTENDANCE <box>555 1179 861 1196</box>
osmc-cell: Date & time for submission of Samples as per section-IV of tender document <box>167 1323 302 1346</box>
eproc-key: 2. Total No. of Works: <box>481 873 601 886</box>
brahmapur-corporation-notice <box>474 466 706 792</box>
brahmapur-sign-left: ସହି- <box>474 770 484 777</box>
eproc-ref-no: 34063/11/0003/1920 <box>480 1012 547 1022</box>
diamond-bullet-icon: ◆ <box>128 198 135 208</box>
eproc-row <box>481 885 700 898</box>
eproc-row <box>481 931 700 951</box>
brief-title-line2: ଉଦ୍ଧାର <box>474 78 529 97</box>
osmc-cell: 1. <box>136 1205 167 1219</box>
eproc-value: 11.00 hours of 21.09.2019 <box>601 951 700 964</box>
photo-caption: ମାଲକାନଗିରି,୩୧।୮(ସ.ଏ.-ଏ.) <box>128 305 208 313</box>
nabarangpur-sign-left: ସହି- <box>714 377 724 384</box>
brief-title-line1: ଅଜଗର <box>474 58 526 77</box>
odisha-map-graphic <box>862 1087 918 1143</box>
delinquent-subject: Sub: Departmental Proceedings drawn against Mr. Soilauddin Khan, AE(M)(Retd.),Ex-JE, R&B Sub-Division, Chitrakonda, Store & Mechanical Division, Chitrakonda under CDI Case.No.24/2006. <box>721 881 931 904</box>
eproc-row <box>481 951 700 964</box>
byasanagar-title: ବ୍ୟାସନଗର ପୌରପାଳିକା, ବ୍ୟାସନଗର <box>474 252 706 271</box>
osmc-address-line1: In front of Ram Mandir, Convent Square, Unit – III, <box>231 1110 433 1120</box>
nac-purusottampur-notice <box>714 150 938 244</box>
osmc-tender-notice <box>128 1058 468 1460</box>
eproc-office: OFFICE OF THE EXECUTIVE ENGINEER,MALKANGIRI(R&B) DIVISION,MALKANGIRI <box>498 810 682 825</box>
osmc-cell: In front of Ram Mandir, Convent Square, <box>305 1247 420 1256</box>
disclaimer-note-1: ଏହି ଖବରକାଗଜରେ ପ୍ରକାଶିତ ବିଜ୍ଞାପନଗୁଡ଼ିକର ସତ୍ୟତା ତଥା ବିଷୟବସ୍ତୁ ପାଇଁ ଧରିତ୍ରୀ କର୍ତ୍ତୃପକ୍ଷ ଦାୟୀ ନୁହଁନ୍ତି । ପାଠକମାନେ ନିଜ ବିବେଚନାରେ ଯାଞ୍ଚ କରି କାରବାର କରିବାକୁ ଅନୁରୋଧ କରାଯାଉଛି । ବିଜ୍ଞାପନଦାତାଙ୍କ ଦ୍ୱାରା ପ୍ରଦତ୍ତ ତଥ୍ୟ ଉପରେ ସମ୍ପୂର୍ଣ୍ଣ ଦାୟିତ୍ୱ ବିଜ୍ଞାପନଦାତାଙ୍କର ରହିବ । <box>470 5 670 32</box>
delinquent-to: To <box>721 848 728 856</box>
delinquent-to-name: Mr. Soilauddin Khan, AE(M),Retd <box>731 856 823 864</box>
osmc-th-datetime: Date and time <box>302 1192 461 1206</box>
eproc-further: Further details can be seen from the e-procurement portal https://tendersorissa.gov.in <box>480 986 634 1001</box>
council-title-line2: & VOCATIONAL TRAINING, ODISHA <box>596 1115 818 1154</box>
disclaimer-note-2: ବିଜ୍ଞାପନରେ ଦିଆଯାଇଥିବା ଠିକଣା, ଫୋନ ନମ୍ବର କିମ୍ବା ଅନ୍ୟ ତଥ୍ୟ ସମ୍ପର୍କରେ କୌଣସି ପ୍ରଶ୍ନ ଉଠିଲେ ସମ୍ପୃକ୍ତ ବିଜ୍ଞାପନଦାତା ଦାୟୀ ରହିବେ । ଏଥିପାଇଁ ସମ୍ବାଦପତ୍ର କର୍ତ୍ତୃପକ୍ଷ କୌଣସି ଦାୟିତ୍ୱ ବହନ କରିବେ ନାହିଁ । <box>678 5 873 25</box>
eproc-value: 3(Three) to 9 (nine) months <box>601 898 700 911</box>
nabarangpur-sign-role: ନିର୍ବାହୀ ଅଧିକାରୀ <box>833 377 871 384</box>
eproc-row <box>481 873 700 886</box>
osmc-subheader-start: Start Date &Time <box>304 1269 358 1278</box>
eproc-title: e-Procurement Notice <box>545 826 635 837</box>
color-registration-mark <box>789 1490 800 1498</box>
nac-notice-body: ଏତଦ୍ଦ୍ୱାରା ସର୍ବସାଧାରଣଙ୍କ ଅବଗତି ନିମନ୍ତେ ଜଣାଇ ଦିଆଯାଉଛି ଯେ, ବିଜ୍ଞାପିତ ଅଞ୍ଚଳ ପରିଷଦ ଅନ୍ତର୍ଗତ ବିଭିନ୍ନ ୱାର୍ଡରେ ଥିବା ସରକାରୀ ଜମି ତଥା ଦୋକାନ ଘରର ଲିଜ୍ ନବୀକରଣ ନିମନ୍ତେ ଦରଖାସ୍ତ ଆହ୍ୱାନ କରାଯାଉଛି । ଇଚ୍ଛୁକ ବ୍ୟକ୍ତିମାନେ କାର୍ଯ୍ୟାଳୟ ସମୟ ମଧ୍ୟରେ ଯୋଗାଯୋଗ କରି ସବିଶେଷ ତଥ୍ୟ ସଂଗ୍ରହ କରିପାରିବେ । ନିର୍ଦ୍ଧାରିତ ତାରିଖ ପରେ କୌଣସି ଦରଖାସ୍ତ ଗ୍ରହଣ କରାଯିବ ନାହିଁ । <box>719 166 933 193</box>
anugol-sign-role: ନିର୍ବାହୀ ଅଧିକାରୀ <box>430 749 468 757</box>
osmc-th-particulars: Particulars <box>167 1192 302 1206</box>
photo-building <box>272 188 422 274</box>
osmc-cell: Date & time for submission of Tender Documents, Tender Document Fee and EMD amount as per section-IV of tender document <box>167 1292 302 1323</box>
logo-title: ଧରିତ୍ରୀ <box>30 6 94 28</box>
eproc-value: Rs.5.95 lakhs to Rs.66.29 lakhs <box>601 885 700 898</box>
byasanagar-sign-left: ସ୍ମାରକ ସଂଖ୍ୟା ୨୧୪୫ (୩) <box>474 436 538 444</box>
eproc-bid-id: Bid Identification No. E.E.(R&B)-MLK-02/2019-20 <box>480 837 700 848</box>
color-registration-mark <box>235 1490 246 1498</box>
photo-road <box>248 276 468 302</box>
eprocurement-notice <box>474 796 706 1056</box>
logo-subtitle: DHARITRI <box>35 29 89 35</box>
byasanagar-subtitle: ଟେଣ୍ଡର ବିଜ୍ଞପ୍ତି ସଂଖ୍ୟା- ୧୨ / ୨୦୧୯-୨୦ <box>541 272 639 279</box>
anugol-municipality-notice <box>252 642 468 772</box>
osmc-cell: 26/09/2019, 10 AM <box>304 1304 359 1313</box>
color-registration-mark <box>248 1490 259 1498</box>
delinquent-dept-line2: OFFICE OF THE COMMISSIONER FOR DEPARTMENTAL INQUIRIES, ODISHA, <box>729 816 923 823</box>
color-registration-mark <box>196 1490 207 1498</box>
osmc-cell: Unit – III, Bhubaneswar <box>305 1256 374 1265</box>
delinquent-para2: Take notice thereof and appear on the date and time and place fixed for the inquiries for expeditious disposal of the case. <box>721 928 931 944</box>
delinquent-para3: If you will fail to comply with this Summons without lawful excuse, you will be subject to the consequence of non-appearance and disobedience of summons laid down in the law on that regard. <box>721 943 931 967</box>
eproc-sign-org: Malkangiri(R&B)Division <box>621 1012 700 1021</box>
osmc-subheader-end: End Date & Time <box>381 1269 461 1280</box>
osmc-ref-no: 10112/11/0004/1920 <box>135 1439 201 1449</box>
osmc-th-sl: Sl. No. <box>136 1192 167 1206</box>
health-cell-date: 13.09.2019 <box>379 918 461 932</box>
briefs-paragraph-1: ମାଲକାନଗିରି, ୩୧ା୮ (ସ.ପ୍ର.): ମାଲକାନଗିରି ଜିଲା ମୁଦୁଲିପଡ଼ା ଠାରେ ଚଳିତ ବର୍ଷ ବନ୍ୟା ପାଣିରେ ରାସ୍ତାଘାଟ ଭାଙ୍ଗିଯିବା ପରେ ଗ୍ରାମବାସୀ ନାନା ଅସୁବିଧାର ସମ୍ମୁଖୀନ ହେଉଛନ୍ତି । ଗ୍ରାମବାସୀଙ୍କ ଦୀର୍ଘ ଦିନର ଦାବି ପୂରଣ ଦିଗରେ ପ୍ରଶାସନ ପକ୍ଷରୁ କୌଣସି ପଦକ୍ଷେପ ଗ୍ରହଣ କରାଯାଇ ନାହିଁ । ଏ ସମ୍ପର୍କରେ ସ୍ଥାନୀୟ ଅଞ୍ଚଳବାସୀ ଜିଲାପାଳଙ୍କ ନିକଟରେ ଲିଖିତ ଅଭିଯୋଗ କରିଛନ୍ତି । ସୂଚନା ଅନୁଯାୟୀ ଏହି କାର୍ଯ୍ୟ ଶୀଘ୍ର ଆରମ୍ଭ ହେବ ବୋଲି ଜଣାଯାଇଛି । ଏହି ଅବସରରେ ବହୁ ସଂଖ୍ୟାରେ ଅଞ୍ଚଳବାସୀ ଉପସ୍ଥିତ ଥିଲେ । ପ୍ରଶାସନ ତୁରନ୍ତ ଆବଶ୍ୟକ କାର୍ଯ୍ୟାନୁଷ୍ଠାନ ଗ୍ରହଣ କରିବାକୁ ଦାବି ହୋଇଛି । ଗ୍ରାମର ପ୍ରାୟ ଶହେ ପରିବାର ଏବେ ବି ବିଜୁଳି, ପାନୀୟ ଜଳ ଓ ରାସ୍ତା ସୁବିଧାରୁ ବଞ୍ଚିତ ରହିଛନ୍ତି । ବର୍ଷା ଦିନେ ନାଳ ପାର ହୋଇ ଛାତ୍ରଛାତ୍ରୀ ବିଦ୍ୟାଳୟ ଯିବା ଅସମ୍ଭବ ହୋଇପଡ଼ୁଛି । ଏନେଇ ବାରମ୍ବାର ଅଭିଯୋଗ କରାଯାଇଥିଲେ ମଧ୍ୟ କୌଣସି ସୁଫଳ ମିଳିନାହିଁ ବୋଲି ଗ୍ରାମବାସୀ କ୍ଷୋଭ ପ୍ରକାଶ କରିଛନ୍ତି । ଅବିଳମ୍ବେ ସମସ୍ୟାର ସମାଧାନ ନହେଲେ ଆନ୍ଦୋଳନ କରାଯିବ ବୋଲି ଚେତାବନୀ ଦିଆଯାଇଛି । <box>14 135 120 372</box>
delinquent-sd: Sd/-31.07.2019 <box>892 976 931 984</box>
